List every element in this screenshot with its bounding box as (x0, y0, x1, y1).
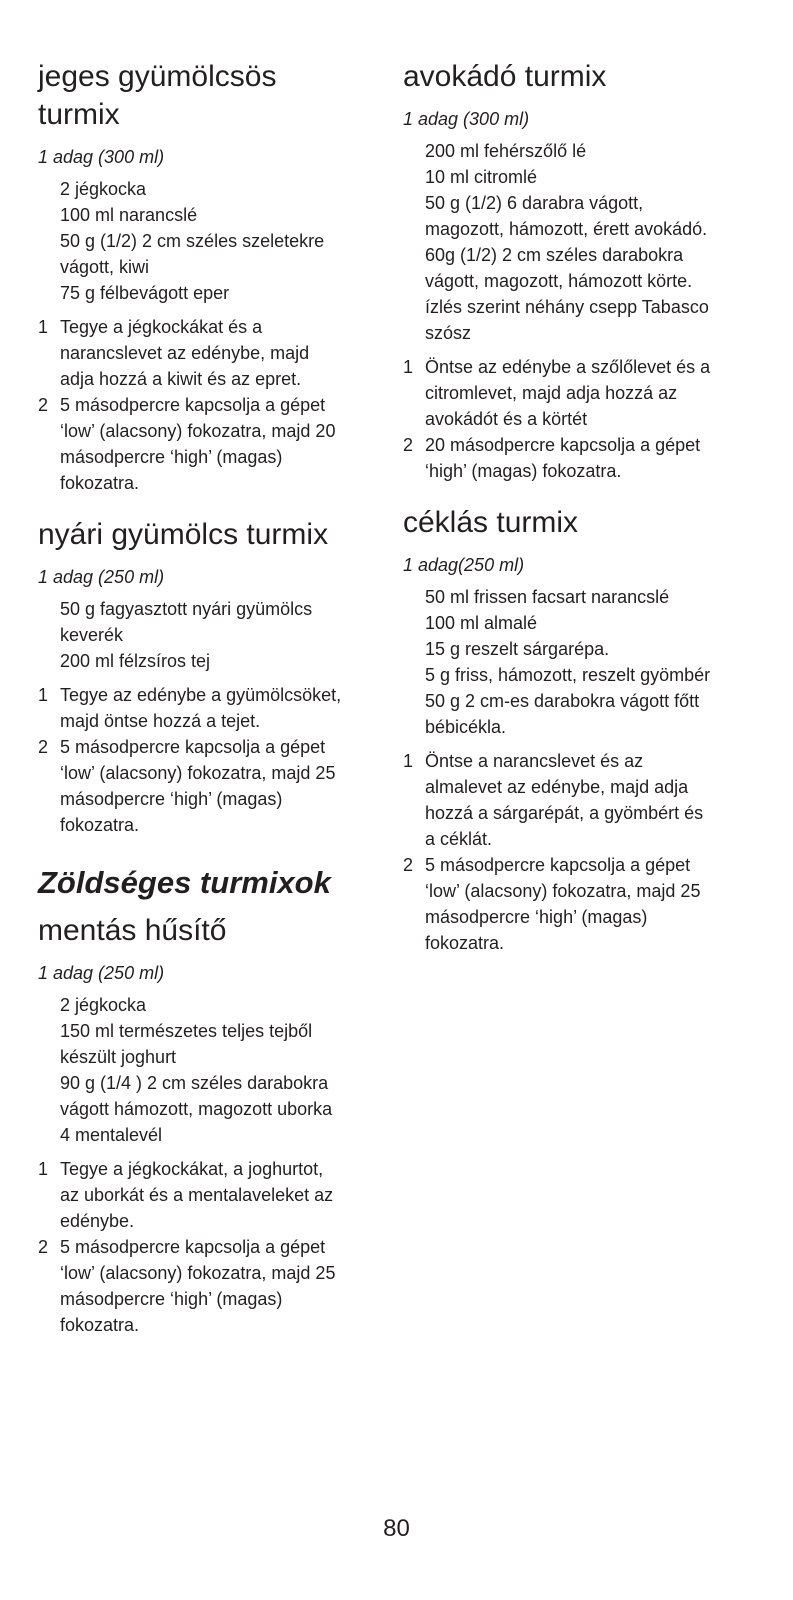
step-line: Öntse az edénybe a szőlőlevet és a (425, 357, 711, 377)
step-item (403, 432, 753, 484)
step-number: 2 (38, 395, 49, 415)
ingredient-item: 50 ml frissen facsart narancslé (425, 587, 670, 607)
recipe-title-line: jeges gyümölcsös (38, 60, 277, 93)
ingredient-item: 75 g félbevágott eper (60, 283, 230, 303)
ingredient-item: 150 ml természetes teljes tejből (60, 1021, 313, 1041)
step-line: másodpercre ‘high’ (magas) (425, 907, 648, 927)
step-line: ‘low’ (alacsony) fokozatra, majd 25 (60, 763, 336, 783)
step-item (38, 1156, 378, 1234)
step-list (403, 354, 753, 484)
step-number: 1 (38, 1159, 49, 1179)
ingredient-item: 10 ml citromlé (425, 167, 538, 187)
step-number: 1 (38, 685, 49, 705)
step-line: Tegye az edénybe a gyümölcsöket, (60, 685, 342, 705)
serving-size: 1 adag (250 ml) (38, 567, 165, 587)
serving-size: 1 adag (300 ml) (38, 147, 165, 167)
step-line: citromlevet, majd adja hozzá az (425, 383, 678, 403)
ingredient-item: vágott, magozott, hámozott körte. (425, 271, 693, 291)
step-line: adja hozzá a kiwit és az epret. (60, 369, 302, 389)
step-list (38, 682, 378, 838)
step-item (403, 748, 753, 852)
step-number: 2 (403, 855, 414, 875)
recipe-title: céklás turmix (403, 506, 579, 539)
ingredient-list (403, 138, 753, 346)
recipe-avocado-smoothie (403, 58, 753, 484)
ingredient-item: 4 mentalevél (60, 1125, 163, 1145)
recipe-frozen-fruit-smoothie (38, 58, 378, 496)
step-line: a céklát. (425, 829, 493, 849)
step-line: Öntse a narancslevet és az (425, 751, 644, 771)
ingredient-item: készült joghurt (60, 1047, 177, 1067)
ingredient-list (38, 992, 378, 1148)
ingredient-list (38, 176, 378, 306)
step-line: Tegye a jégkockákat és a (60, 317, 263, 337)
step-line: 5 másodpercre kapcsolja a gépet (425, 855, 691, 875)
step-line: avokádót és a körtét (425, 409, 588, 429)
step-line: hozzá a sárgarépát, a gyömbért és (425, 803, 704, 823)
step-line: ‘low’ (alacsony) fokozatra, majd 20 (60, 421, 336, 441)
step-list (403, 748, 753, 956)
ingredient-item: ízlés szerint néhány csepp Tabasco (425, 297, 709, 317)
section-title: Zöldséges turmixok (38, 865, 331, 900)
step-line: 5 másodpercre kapcsolja a gépet (60, 1237, 326, 1257)
left-column (38, 58, 378, 1358)
step-number: 2 (38, 737, 49, 757)
step-number: 1 (38, 317, 49, 337)
step-line: fokozatra. (60, 1315, 140, 1335)
page-number: 80 (383, 1515, 410, 1542)
step-number: 1 (403, 357, 414, 377)
recipe-mint-cooler (38, 912, 378, 1338)
recipe-title (38, 58, 378, 134)
step-item (403, 354, 753, 432)
step-item (38, 682, 378, 734)
step-item (38, 392, 378, 496)
ingredient-item: 50 g 2 cm-es darabokra vágott főtt (425, 691, 700, 711)
ingredient-item: 100 ml narancslé (60, 205, 198, 225)
step-line: edénybe. (60, 1211, 135, 1231)
ingredient-item: szósz (425, 323, 472, 343)
recipe-summer-fruit-smoothie (38, 516, 378, 838)
recipe-title: mentás hűsítő (38, 914, 227, 947)
step-line: Tegye a jégkockákat, a joghurtot, (60, 1159, 324, 1179)
ingredient-item: 50 g (1/2) 2 cm széles szeletekre (60, 231, 325, 251)
recipe-title: nyári gyümölcs turmix (38, 518, 329, 551)
step-line: fokozatra. (60, 473, 140, 493)
recipe-title: avokádó turmix (403, 60, 607, 93)
step-line: az uborkát és a mentalaveleket az (60, 1185, 334, 1205)
step-number: 2 (38, 1237, 49, 1257)
step-item (38, 314, 378, 392)
step-list (38, 1156, 378, 1338)
ingredient-item: magozott, hámozott, érett avokádó. (425, 219, 708, 239)
step-line: ‘low’ (alacsony) fokozatra, majd 25 (425, 881, 701, 901)
step-line: 5 másodpercre kapcsolja a gépet (60, 395, 326, 415)
step-number: 1 (403, 751, 414, 771)
ingredient-item: 50 g (1/2) 6 darabra vágott, (425, 193, 644, 213)
ingredient-item: 200 ml fehérszőlő lé (425, 141, 587, 161)
ingredient-item: 5 g friss, hámozott, reszelt gyömbér (425, 665, 711, 685)
ingredient-item: 100 ml almalé (425, 613, 538, 633)
step-line: fokozatra. (425, 933, 505, 953)
step-line: 20 másodpercre kapcsolja a gépet (425, 435, 701, 455)
recipe-title-line: turmix (38, 98, 120, 131)
ingredient-item: vágott hámozott, magozott uborka (60, 1099, 333, 1119)
serving-size: 1 adag (300 ml) (403, 109, 530, 129)
ingredient-item: 2 jégkocka (60, 995, 147, 1015)
ingredient-item: 90 g (1/4 ) 2 cm széles darabokra (60, 1073, 329, 1093)
ingredient-item: 60g (1/2) 2 cm széles darabokra (425, 245, 684, 265)
ingredient-item: 2 jégkocka (60, 179, 147, 199)
step-item (38, 734, 378, 838)
serving-size: 1 adag(250 ml) (403, 555, 525, 575)
ingredient-item: bébicékla. (425, 717, 507, 737)
right-column (403, 58, 753, 976)
ingredient-list (403, 584, 753, 740)
step-line: fokozatra. (60, 815, 140, 835)
ingredient-item: keverék (60, 625, 124, 645)
step-line: majd öntse hozzá a tejet. (60, 711, 261, 731)
ingredient-list (38, 596, 378, 674)
step-line: másodpercre ‘high’ (magas) (60, 1289, 283, 1309)
step-item (403, 852, 753, 956)
step-list (38, 314, 378, 496)
step-line: ‘low’ (alacsony) fokozatra, majd 25 (60, 1263, 336, 1283)
step-line: 5 másodpercre kapcsolja a gépet (60, 737, 326, 757)
step-line: narancslevet az edénybe, majd (60, 343, 310, 363)
step-line: ‘high’ (magas) fokozatra. (425, 461, 622, 481)
step-line: másodpercre ‘high’ (magas) (60, 789, 283, 809)
ingredient-item: 200 ml félzsíros tej (60, 651, 211, 671)
step-line: almalevet az edénybe, majd adja (425, 777, 689, 797)
ingredient-item: 50 g fagyasztott nyári gyümölcs (60, 599, 313, 619)
step-line: másodpercre ‘high’ (magas) (60, 447, 283, 467)
step-number: 2 (403, 435, 414, 455)
ingredient-item: 15 g reszelt sárgarépa. (425, 639, 610, 659)
ingredient-item: vágott, kiwi (60, 257, 150, 277)
step-item (38, 1234, 378, 1338)
recipe-beetroot-smoothie (403, 504, 753, 956)
serving-size: 1 adag (250 ml) (38, 963, 165, 983)
